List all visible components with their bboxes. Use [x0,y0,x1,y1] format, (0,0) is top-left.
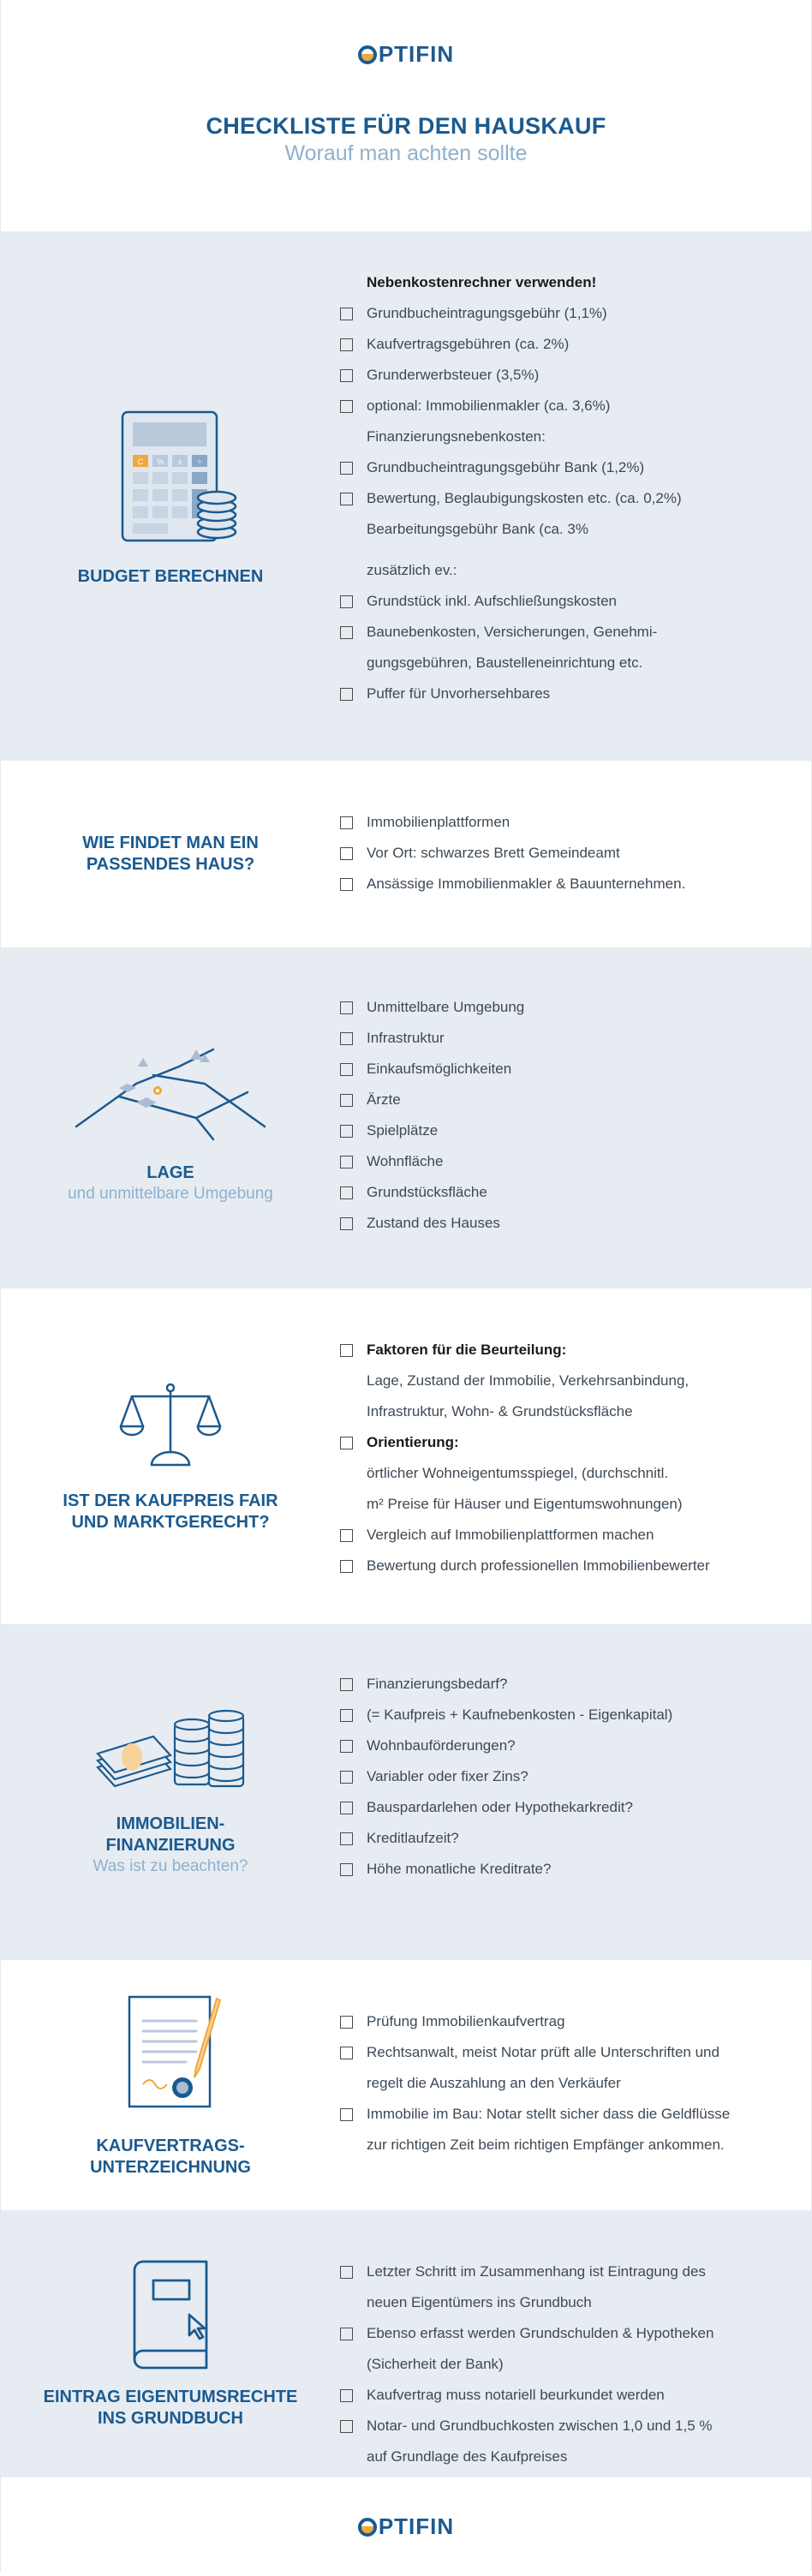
section-budget [1,231,811,761]
logo-o-icon [358,45,377,64]
checklist-item[interactable]: Spielplätze [340,1115,785,1146]
calc-key-c: C [137,457,144,466]
checklist-item[interactable]: Rechtsanwalt, meist Notar prüft alle Unterschriften und [340,2037,785,2068]
grundbuch-title-2: INS GRUNDBUCH [98,2409,243,2428]
checklist-item[interactable]: Notar- und Grundbuchkosten zwischen 1,0 und 1,5 % [340,2411,785,2442]
lage-title: LAGE [146,1162,194,1182]
finanz-extra: Bearbeitungsgebühr Bank (ca. 3% [367,521,588,537]
checkbox[interactable] [340,1863,353,1876]
checkbox[interactable] [340,2047,353,2059]
checklist-item[interactable]: Bauspardarlehen oder Hypothekarkredit? [340,1792,785,1823]
checklist-item[interactable]: Ansässige Immobilienmakler & Bauunternehmen. [340,869,785,900]
kaufpreis-title-2: UND MARKTGERECHT? [71,1513,270,1532]
lage-subtitle: und unmittelbare Umgebung [68,1184,273,1203]
section-location [1,947,811,1288]
logo-text: PTIFIN [378,41,455,67]
footer-logo [358,2513,454,2540]
finanz-title-1: IMMOBILIEN- [116,1814,225,1833]
checklist-item[interactable]: Ebenso erfasst werden Grundschulden & Hypotheken [340,2318,785,2349]
checkbox[interactable] [340,308,353,320]
checkbox[interactable] [340,493,353,505]
calc-key-plusminus: ± [177,457,182,466]
checklist-item[interactable]: Vor Ort: schwarzes Brett Gemeindeamt [340,838,785,869]
kaufvertrag-list [340,1960,811,2210]
checklist-item[interactable]: Wohnbauförderungen? [340,1730,785,1761]
finanz-title-2: FINANZIERUNG [105,1836,236,1855]
checkbox[interactable] [340,816,353,829]
scale-icon [119,1379,222,1473]
checklist-item[interactable]: Infrastruktur [340,1023,785,1054]
section-land-register [1,2210,811,2477]
kaufpreis-title-1: IST DER KAUFPREIS FAIR [63,1491,278,1510]
checkbox[interactable] [340,878,353,891]
checklist-item[interactable]: Zustand des Hauses [340,1208,785,1239]
finanz-label: Finanzierungsnebenkosten: [367,428,546,445]
checklist-item[interactable]: Faktoren für die Beurteilung: [340,1335,785,1366]
checkbox[interactable] [340,1094,353,1107]
checklist-item[interactable]: Einkaufsmöglichkeiten [340,1054,785,1085]
checklist-item[interactable]: Grundbucheintragungsgebühr (1,1%) [340,298,785,329]
kaufvertrag-left [1,1960,340,2210]
checklist-item[interactable]: Ärzte [340,1085,785,1115]
checkbox[interactable] [340,1156,353,1168]
checkbox[interactable] [340,2016,353,2029]
brand-logo [358,41,454,68]
checklist-item-continuation: neuen Eigentümers ins Grundbuch [367,2294,592,2310]
checklist-item-continuation: auf Grundlage des Kaufpreises [367,2448,568,2465]
calc-key-percent: % [156,457,164,466]
checkbox[interactable] [340,847,353,860]
checkbox[interactable] [340,1740,353,1753]
findhaus-title-1: WIE FINDET MAN EIN [82,834,259,852]
checkbox[interactable] [340,369,353,382]
finanz-list [340,1624,811,1960]
money-stack-icon [93,1707,248,1793]
checklist-item[interactable]: Immobilienplattformen [340,807,785,838]
checklist-item[interactable]: Letzter Schritt im Zusammenhang ist Eintragung des [340,2256,785,2287]
section-contract [1,1960,811,2210]
checkbox[interactable] [340,1125,353,1138]
checklist-item[interactable]: Kaufvertrag muss notariell beurkundet werden [340,2380,785,2411]
contract-icon [110,1992,230,2120]
checklist-item[interactable]: Grundstück inkl. Aufschließungskosten [340,586,785,617]
findhaus-list [340,761,811,947]
checkbox[interactable] [340,1802,353,1814]
checkbox[interactable] [340,2108,353,2121]
calculator-icon [102,405,239,542]
checklist-item[interactable]: Immobilie im Bau: Notar stellt sicher dass die Geldflüsse [340,2099,785,2130]
checklist-item[interactable]: Orientierung: [340,1427,785,1458]
checklist-item[interactable]: Bewertung, Beglaubigungskosten etc. (ca. 0,2%) [340,483,785,514]
checklist-item-continuation: (Sicherheit der Bank) [367,2356,504,2372]
findhaus-left [1,761,340,947]
checkbox[interactable] [340,1529,353,1542]
finanz-subtitle: Was ist zu beachten? [93,1857,248,1875]
faktoren-text-2: Infrastruktur, Wohn- & Grundstücksfläche [367,1403,633,1419]
checkbox[interactable] [340,1032,353,1045]
checklist-item[interactable]: Baunebenkosten, Versicherungen, Genehmi- [340,617,785,648]
grundbuch-list [340,2210,811,2477]
book-icon [119,2258,222,2370]
checklist-item-continuation: zur richtigen Zeit beim richtigen Empfänger ankommen. [367,2137,725,2153]
findhaus-title-2: PASSENDES HAUS? [86,855,255,874]
checkbox[interactable] [340,2420,353,2433]
checkbox[interactable] [340,1001,353,1014]
kaufvertrag-title-2: UNTERZEICHNUNG [90,2158,251,2177]
checkbox[interactable] [340,1709,353,1722]
section-financing [1,1624,811,1960]
checkbox[interactable] [340,1678,353,1691]
checkbox[interactable] [340,2266,353,2279]
checklist-item[interactable]: Grunderwerbsteuer (3,5%) [340,360,785,391]
checkbox[interactable] [340,1344,353,1357]
budget-left [1,231,340,761]
checklist-item[interactable]: Kaufvertragsgebühren (ca. 2%) [340,329,785,360]
checkbox[interactable] [340,1832,353,1845]
checklist-item[interactable]: Prüfung Immobilienkaufvertrag [340,2006,785,2037]
checklist-item[interactable]: Wohnfläche [340,1146,785,1177]
checklist-item[interactable]: Puffer für Unvorhersehbares [340,678,785,709]
budget-heading: Nebenkostenrechner verwenden! [367,274,597,290]
footer [1,2477,811,2576]
grundbuch-title-1: EINTRAG EIGENTUMSRECHTE [43,2388,298,2406]
page-subtitle: Worauf man achten sollte [284,140,528,165]
checkbox[interactable] [340,626,353,639]
checkbox[interactable] [340,1560,353,1573]
checkbox[interactable] [340,1186,353,1199]
kaufpreis-left [1,1288,340,1624]
lage-left [1,947,340,1288]
checklist-item[interactable]: optional: Immobilienmakler (ca. 3,6%) [340,391,785,421]
budget-title: BUDGET BERECHNEN [77,566,264,586]
kaufvertrag-title-1: KAUFVERTRAGS- [96,2137,245,2155]
logo-o-icon [358,2518,377,2537]
calc-key-divide: ÷ [197,457,202,466]
orient-text-2: m² Preise für Häuser und Eigentumswohnungen) [367,1496,683,1512]
checklist-item-continuation: gungsgebühren, Baustelleneinrichtung etc. [367,654,643,671]
checkbox[interactable] [340,688,353,701]
checklist-item[interactable]: Vergleich auf Immobilienplattformen machen [340,1520,785,1551]
checkbox[interactable] [340,1437,353,1449]
checklist-item[interactable]: Grundstücksfläche [340,1177,785,1208]
checkbox[interactable] [340,1217,353,1230]
checkbox[interactable] [340,1063,353,1076]
checklist-item[interactable]: Kreditlaufzeit? [340,1823,785,1854]
section-find-house [1,761,811,947]
checklist-item[interactable]: (= Kaufpreis + Kaufnebenkosten - Eigenkapital) [340,1700,785,1730]
orient-text-1: örtlicher Wohneigentumsspiegel, (durchschnitl. [367,1465,669,1481]
zusatz-label: zusätzlich ev.: [367,562,457,578]
checklist-item[interactable]: Unmittelbare Umgebung [340,992,785,1023]
checkbox[interactable] [340,338,353,351]
section-price [1,1288,811,1624]
checkbox[interactable] [340,2389,353,2402]
checklist-item[interactable]: Höhe monatliche Kreditrate? [340,1854,785,1885]
checklist-item-continuation: regelt die Auszahlung an den Verkäufer [367,2075,621,2091]
budget-list [340,231,811,761]
checklist-item[interactable]: Grundbucheintragungsgebühr Bank (1,2%) [340,452,785,483]
grundbuch-left [1,2210,340,2477]
checkbox[interactable] [340,1771,353,1784]
lage-list [340,947,811,1288]
finanz-left [1,1624,340,1960]
checkbox[interactable] [340,400,353,413]
checklist-item[interactable]: Finanzierungsbedarf? [340,1669,785,1700]
checkbox[interactable] [340,2328,353,2340]
header [1,0,811,231]
kaufpreis-list [340,1288,811,1624]
checkbox[interactable] [340,462,353,475]
map-icon [68,1032,273,1144]
checklist-item[interactable]: Variabler oder fixer Zins? [340,1761,785,1792]
faktoren-text-1: Lage, Zustand der Immobilie, Verkehrsanbindung, [367,1372,690,1389]
logo-text: PTIFIN [378,2513,455,2539]
checkbox[interactable] [340,595,353,608]
page-title: CHECKLISTE FÜR DEN HAUSKAUF [206,112,606,139]
checklist-item[interactable]: Bewertung durch professionellen Immobilienbewerter [340,1551,785,1581]
